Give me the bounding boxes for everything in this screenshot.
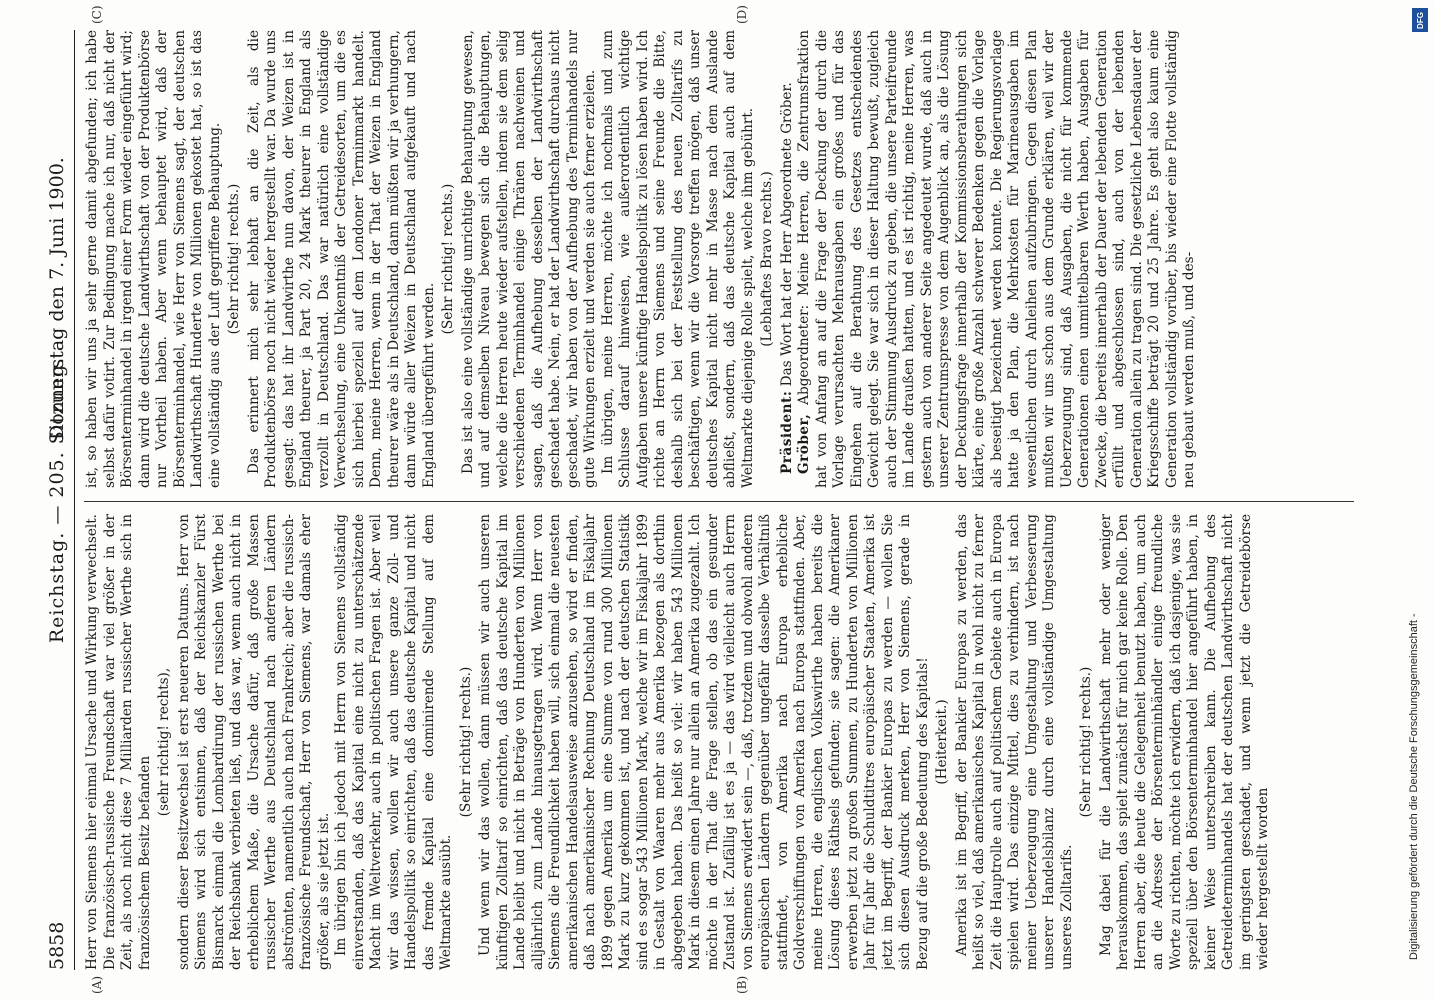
right-column bbox=[84, 30, 1354, 488]
groeber-text: Abgeordneter: Meine Herren, die Zentrumsfraktion hat von Anfang an auf die Frage der Deckung der durch die Vorlage verursachten Mehrausgaben ein großes und für das Eingehen auf die Berathung des Gesetzes entscheidendes Gewicht gelegt. Sie war sich in dieser Haltung bewußt, zugleich auch der Stimmung Ausdruck zu geben, die unsere Parteifreunde im Lande draußen hatten, und es ist richtig, meine Herren, was gestern auch von anderer Seite angedeutet wurde, daß auch in unserer Zentrumspresse von dem Augenblick an, als die Lösung der Deckungsfrage innerhalb der Kommissionsberathungen sich klärte, eine große Anzahl schwerer Bedenken gegen die Vorlage als beseitigt bezeichnet werden konnte. Die Regierungsvorlage hatte ja den Plan, die Mehrkosten für Marineausgaben im wesentlichen durch Anleihen aufzubringen. Gegen diesen Plan mußten wir uns schon aus dem Grunde erklären, weil wir der Ueberzeugung sind, daß Ausgaben, die nicht für kommende Generationen einen unmittelbaren Werth haben, Ausgaben für Zwecke, die bereits innerhalb der Dauer der lebenden Generation erfüllt und abgeschlossen sind, auch von der lebenden Generation allein zu tragen sind. Die gesetzliche Lebensdauer der Kriegsschiffe beträgt 20 und 25 Jahre. Es geht also kaum eine Generation vollständig vorüber, bis wieder eine Flotte vollständig neu gebaut werden muß, und des- bbox=[796, 30, 1197, 488]
page-number: 5858 bbox=[46, 921, 68, 970]
session-date: Donnerstag den 7. Juni 1900. bbox=[46, 157, 68, 440]
margin-marker-c: (C) bbox=[90, 5, 104, 24]
paragraph: Das erinnert mich sehr lebhaft an die Zeit, als die Produktenbörse noch nicht wieder hergestellt war. Da wurde uns gesagt: das hat ihr Landwirthe nun davon, der Weizen ist in England theurer, ja Part 20, 24 Mark theurer in England als verzollt in Deutschland. Das war natürlich eine vollständige Verwechselung, eine Unkenntniß der Getreidesorten, um die es sich hierbei speziell auf dem Londoner Terminmarkt handelt. Denn, meine Herren, wenn in der That der Weizen in England theurer wäre als in Deutschland, dann müßten wir ja verhungern, dann würde aller Weizen in Deutschland aufgekauft und nach England übergeführt werden. bbox=[245, 30, 437, 488]
interjection: (Sehr richtig! rechts.) bbox=[440, 183, 456, 335]
paragraph: sondern dieser Besitzwechsel ist erst neueren Datums. Herr von Siemens wird sich entsinnen, daß der Reichskanzler Fürst Bismarck einmal die Lombardirung der russischen Werthe bei der Reichsbank verbieten ließ, und das war, wenn auch nicht in erheblichem Maße, die Ursache dafür, daß große Massen russischer Werthe aus Deutschland nach anderen Ländern abströmten, namentlich auch nach Frankreich; aber die russisch-französische Freundschaft, Herr von Siemens, war damals eher größer, als sie jetzt ist. bbox=[175, 514, 332, 970]
interjection: (sehr richtig! rechts), bbox=[156, 667, 172, 817]
paragraph: Mag dabei für die Landwirthschaft mehr oder weniger herauskommen, das spielt zunächst für mich gar keine Rolle. Den Herren aber, die heute die Gelegenheit benutzt haben, um auch an die Adresse der Börsenterminhändler einige freundliche Worte zu richten, möchte ich erwidern, daß ich dasjenige, was sie speziell über den Börsenterminhandel hier angeführt haben, in keiner Weise unterschreiben kann. Die Aufhebung des Getreideterminhandels hat der deutschen Landwirthschaft nicht im geringsten geschadet, und wenn jetzt die Getreidebörse wieder hergestellt worden bbox=[1097, 514, 1271, 970]
president-text: Das Wort hat der Herr Abgeordnete Gröber. bbox=[778, 82, 795, 387]
paragraph: Herr von Siemens hier einmal Ursache und Wirkung verwechselt. Die französisch-russische Freundschaft war viel größer in der Zeit, als noch nicht diese 7 Milliarden russischer Werthe sich in französischem Besitz befanden bbox=[84, 514, 153, 970]
margin-marker-d: (D) bbox=[735, 5, 749, 24]
column-divider bbox=[84, 501, 1354, 502]
margin-marker-a: (A) bbox=[90, 975, 104, 994]
groeber-paragraph bbox=[796, 30, 1199, 488]
digitization-note-text: Digitalisierung gefördert durch die Deutsche Forschungsgemeinschaft - bbox=[1408, 613, 1420, 960]
interjection: (Lebhaftes Bravo rechts.) bbox=[759, 171, 775, 347]
paragraph: Im übrigen bin ich jedoch mit Herrn von Siemens vollständig einverstanden, daß das Kapital eine nicht zu unterschätzende Macht im Weltverkehr, auch in politischen Fragen ist. Aber weil wir das wissen, wollen wir auch unsere ganze Zoll- und Handelspolitik so einrichten, daß das deutsche Kapital und nicht das fremde Kapital eine dominirende Stellung auf dem Weltmarkte ausübt. bbox=[333, 514, 454, 970]
digitization-note bbox=[1408, 30, 1426, 970]
dfg-logo: DFG bbox=[1412, 8, 1428, 32]
interjection: (Heiterkeit.) bbox=[934, 699, 950, 785]
paragraph: Das ist also eine vollständige unrichtige Behauptung gewesen, und auf demselben Niveau bewegen sich die Behauptungen, welche die Herren heute wieder aufstellen, indem sie dem selig verschiedenen Terminhandel einige Thränen nachweinen und sagen, daß die Aufhebung desselben der Landwirthschaft geschadet habe. Nein, er hat der Landwirthschaft durchaus nicht geschadet, wir haben von der Aufhebung des Terminhandels nur gute Wirkungen erzielt und werden sie auch ferner erzielen. bbox=[459, 30, 598, 488]
left-column bbox=[84, 514, 1354, 970]
interjection: (Sehr richtig! rechts.) bbox=[226, 183, 242, 335]
paragraph: Amerika ist im Begriff, der Bankier Europas zu werden, das heißt so viel, daß amerikanisches Kapital in wohl nicht zu ferner Zeit die Hauptrolle auch auf politischem Gebiete auch in Europa spielen wird. Das einzige Mittel, dies zu verhindern, ist nach meiner Ueberzeugung eine Umgestaltung und Verbesserung unserer Handelsbilanz durch eine vollständige Umgestaltung unseres Zolltarifs. bbox=[953, 514, 1075, 970]
paragraph: ist, so haben wir uns ja sehr gerne damit abgefunden; ich habe selbst dafür votirt. Zur Bedingung mache ich nur, daß nicht der Börsenterminhandel in irgend einer Form wieder eingeführt wird; dann wird die deutsche Landwirthschaft von der Produktenbörse nur Vortheil haben. Aber wenn behauptet wird, daß der Börsenterminhandel, wie Herr von Siemens sagt, der deutschen Landwirthschaft Hunderte von Millionen gekostet hat, so ist das eine vollständig aus der Luft gegriffene Behauptung. bbox=[84, 30, 223, 488]
interjection: (Sehr richtig! rechts.) bbox=[457, 666, 474, 818]
page-header bbox=[44, 30, 75, 970]
speaker-groeber: Gröber, bbox=[796, 413, 812, 474]
interjection: (Sehr richtig! rechts.) bbox=[1078, 666, 1094, 818]
president-paragraph bbox=[779, 30, 797, 488]
speaker-president: Präsident: bbox=[778, 390, 795, 474]
paragraph: Und wenn wir das wollen, dann müssen wir auch unseren künftigen Zolltarif so einrichten, daß das deutsche Kapital im Lande bleibt und nicht in Beträge von Hunderten von Millionen alljährlich zum Lande hinausgetragen wird. Wenn Herr von Siemens die Freundlichkeit haben will, sich einmal die neuesten amerikanischen Handelsausweise anzusehen, so wird er finden, daß nach amerikanischer Rechnung Deutschland im Fiskaljahr 1899 gegen Amerika um eine Summe von rund 300 Millionen Mark zu kurz gekommen ist, und nach der deutschen Statistik sind es sogar 543 Millionen Mark, welche wir im Fiskaljahr 1899 in Gestalt von Waaren mehr aus Amerika bezogen als dorthin abgegeben haben. Das heißt so viel: wir haben 543 Millionen Mark in diesem einen Jahre nur allein an Amerika zugezahlt. Ich möchte in der That die Frage stellen, ob das ein gesunder Zustand ist. Zufällig ist es ja — das wird vielleicht auch Herrn von Siemens erwidert sein —, daß, trotzdem und obwohl anderen europäischen Ländern gegenüber ungefähr dasselbe Verhältniß stattfindet, von Amerika nach Europa erhebliche Goldverschiffungen von Amerika nach Europa stattfinden. Aber, meine Herren, die englischen Volkswirthe haben bereits die Lösung dieses Räthsels gefunden; sie sagen: die Amerikaner erwerben jetzt zu großen Summen, zu Hunderten von Millionen Jahr für Jahr die Schuldtitres europäischer Staaten, Amerika ist jetzt im Begriff, der Bankier Europas zu werden — wollen Sie sich diesen Ausdruck merken, Herr von Siemens, gerade in Bezug auf die große Bedeutung des Kapitals! bbox=[477, 514, 931, 970]
session-title: Reichstag. — 205. Sitzung. bbox=[46, 356, 68, 644]
paragraph: Im übrigen, meine Herren, möchte ich nochmals und zum Schlusse darauf hinweisen, wie außerordentlich wichtige Aufgaben unsere künftige Handelspolitik zu lösen haben wird. Ich richte an Herrn von Siemens und seine Freunde die Bitte, deshalb sich bei der Feststellung des neuen Zolltarifs zu beschäftigen, wenn wir die Vorsorge treffen mögen, daß unser deutsches Kapital nicht mehr in Masse nach dem Auslande abfließt, sondern, daß das deutsche Kapital auch auf dem Weltmarkte diejenige Rolle spielt, welche ihm gebührt. bbox=[599, 30, 756, 488]
margin-marker-b: (B) bbox=[735, 975, 749, 994]
